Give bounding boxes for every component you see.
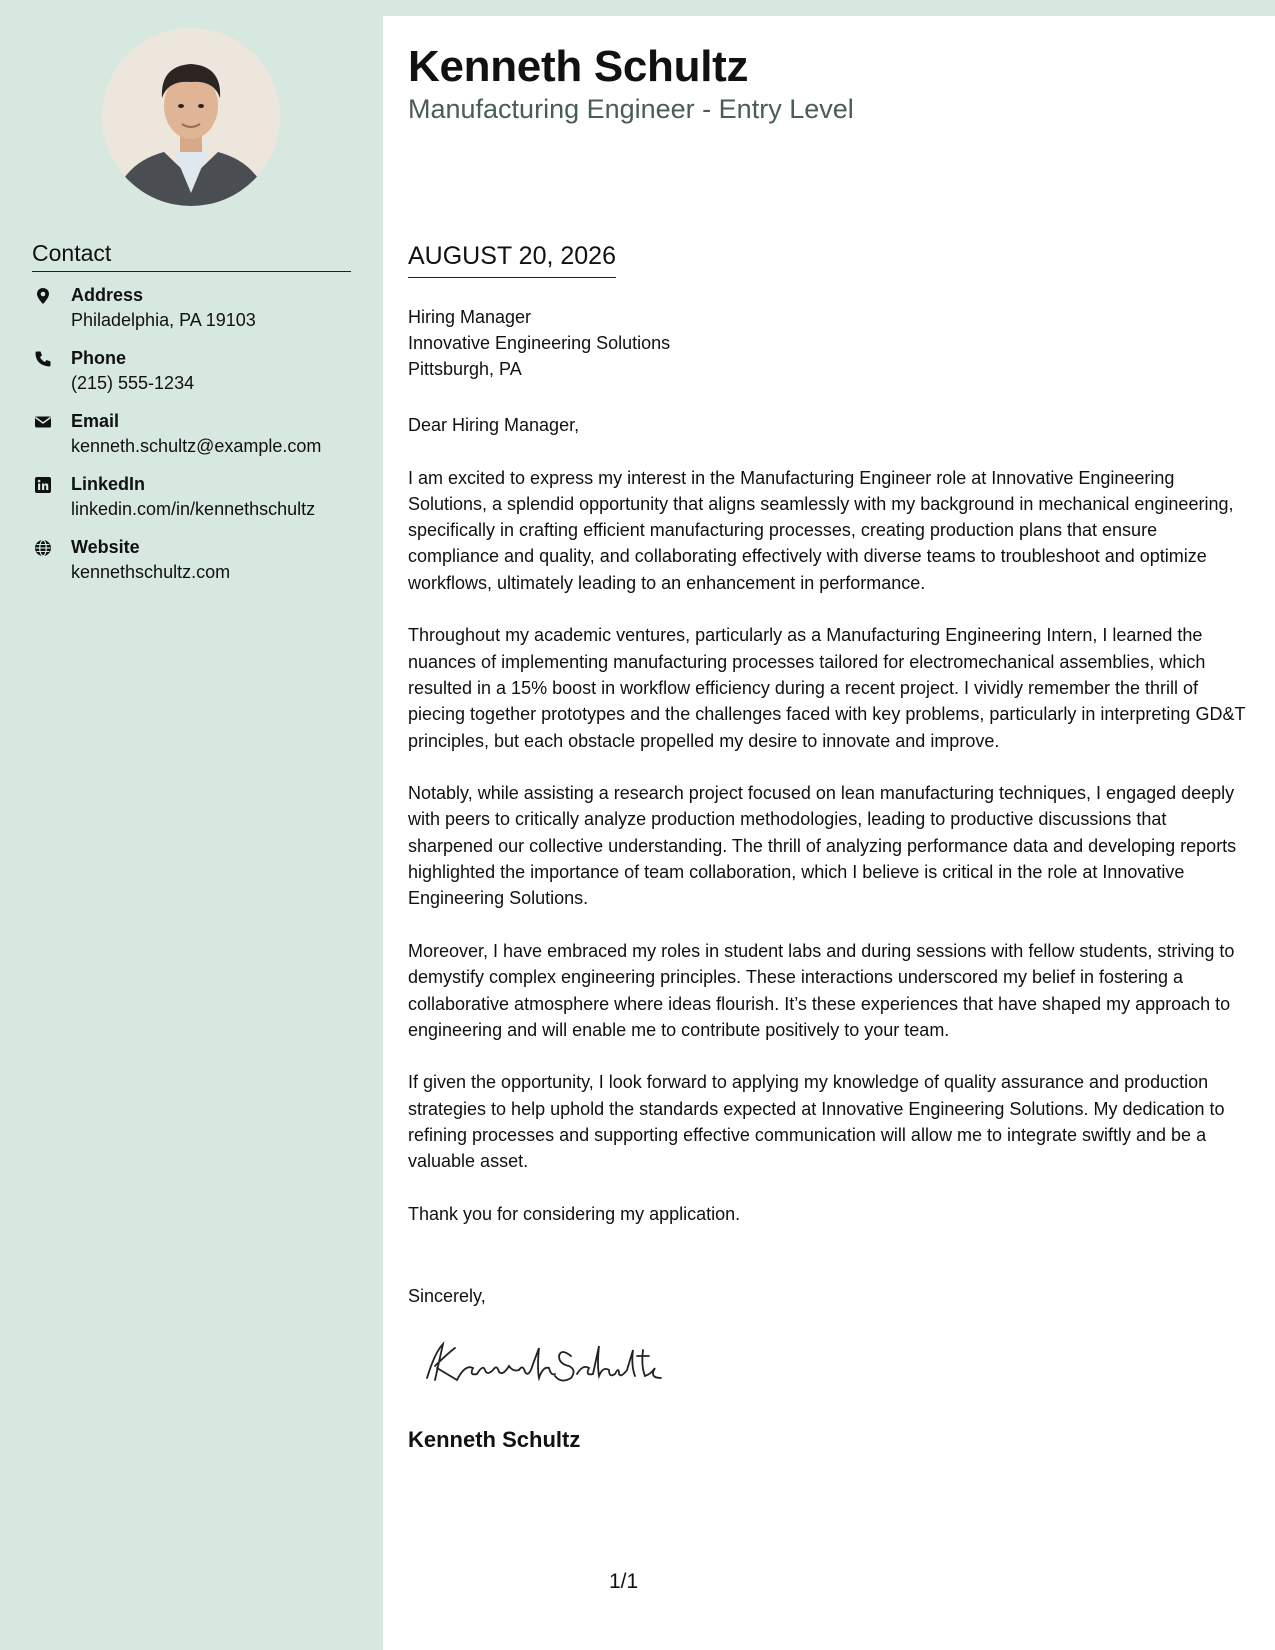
contact-label: Website (71, 537, 140, 557)
profile-photo (102, 28, 280, 206)
contact-item-address (32, 283, 372, 346)
thank-you-paragraph: Thank you for considering my application. (408, 1203, 741, 1224)
contact-heading: Contact (32, 240, 351, 272)
signed-name: Kenneth Schultz (408, 1427, 581, 1452)
body-paragraph: Throughout my academic ventures, particularly as a Manufacturing Engineering Intern, I learned the nuances of implementing manufacturing processes tailored for electromechanical assemblies, which resulted in a 15% boost in workflow efficiency during a recent project. I vividly remember the thrill of piecing together prototypes and the challenges faced with key problems, particularly in interpreting GD&T principles, but each obstacle propelled my desire to innovate and improve. (408, 625, 1246, 751)
recipient-title: Hiring Manager (408, 307, 532, 327)
location-pin-icon (34, 287, 52, 305)
address-value: Philadelphia, PA 19103 (71, 310, 256, 330)
contact-label: Address (71, 285, 144, 305)
contact-item-phone (32, 346, 372, 409)
body-paragraph: I am excited to express my interest in the Manufacturing Engineer role at Innovative Engineering Solutions, a splendid opportunity that aligns seamlessly with my background in mechanical engineering, specifically in crafting efficient manufacturing processes, creating production plans that ensure compliance and quality, and collaborating effectively with diverse teams to troubleshoot and optimize workflows, ultimately leading to an enhancement in performance. (408, 467, 1234, 593)
body-paragraph: Moreover, I have embraced my roles in student labs and during sessions with fellow students, striving to demystify complex engineering principles. These interactions underscored my belief in fostering a collaborative atmosphere where ideas flourish. It’s these experiences that have shaped my approach to engineering and will enable me to contribute positively to your team. (408, 940, 1235, 1040)
linkedin-value[interactable]: linkedin.com/in/kennethschultz (71, 499, 316, 519)
contact-label: Email (71, 411, 120, 431)
letter-body (408, 412, 1248, 1254)
envelope-icon (34, 413, 52, 431)
contact-item-website (32, 535, 372, 598)
linkedin-icon (34, 476, 52, 494)
letter-main (383, 16, 1275, 1650)
body-paragraph: Notably, while assisting a research project focused on lean manufacturing techniques, I engaged deeply with peers to critically analyze production methodologies, leading to productive discussions that sharpened our collective understanding. The thrill of analyzing performance data and developing reports highlighted the importance of team collaboration, which I believe is critical in the role at Innovative Engineering Solutions. (408, 783, 1237, 909)
contact-list (32, 283, 372, 598)
contact-label: LinkedIn (71, 474, 146, 494)
closing: Sincerely, (408, 1286, 486, 1306)
contact-item-linkedin (32, 472, 372, 535)
website-value[interactable]: kennethschultz.com (71, 562, 231, 582)
contact-label: Phone (71, 348, 127, 368)
applicant-name: Kenneth Schultz (408, 42, 749, 91)
salutation: Dear Hiring Manager, (408, 415, 580, 435)
letter-date: AUGUST 20, 2026 (408, 242, 616, 278)
handwritten-signature (413, 1334, 673, 1394)
phone-icon (34, 350, 52, 368)
contact-item-email (32, 409, 372, 472)
sidebar (0, 0, 383, 1650)
recipient-location: Pittsburgh, PA (408, 359, 522, 379)
phone-value: (215) 555-1234 (71, 373, 195, 393)
recipient-block (408, 304, 670, 382)
page-number: 1/1 (609, 1570, 639, 1593)
globe-icon (34, 539, 52, 557)
email-value[interactable]: kenneth.schultz@example.com (71, 436, 322, 456)
body-paragraph: If given the opportunity, I look forward to applying my knowledge of quality assurance and production strategies to help uphold the standards expected at Innovative Engineering Solutions. My dedication to refining processes and supporting effective communication will allow me to integrate swiftly and be a valuable asset. (408, 1072, 1225, 1172)
job-title: Manufacturing Engineer - Entry Level (408, 94, 854, 124)
recipient-company: Innovative Engineering Solutions (408, 333, 671, 353)
